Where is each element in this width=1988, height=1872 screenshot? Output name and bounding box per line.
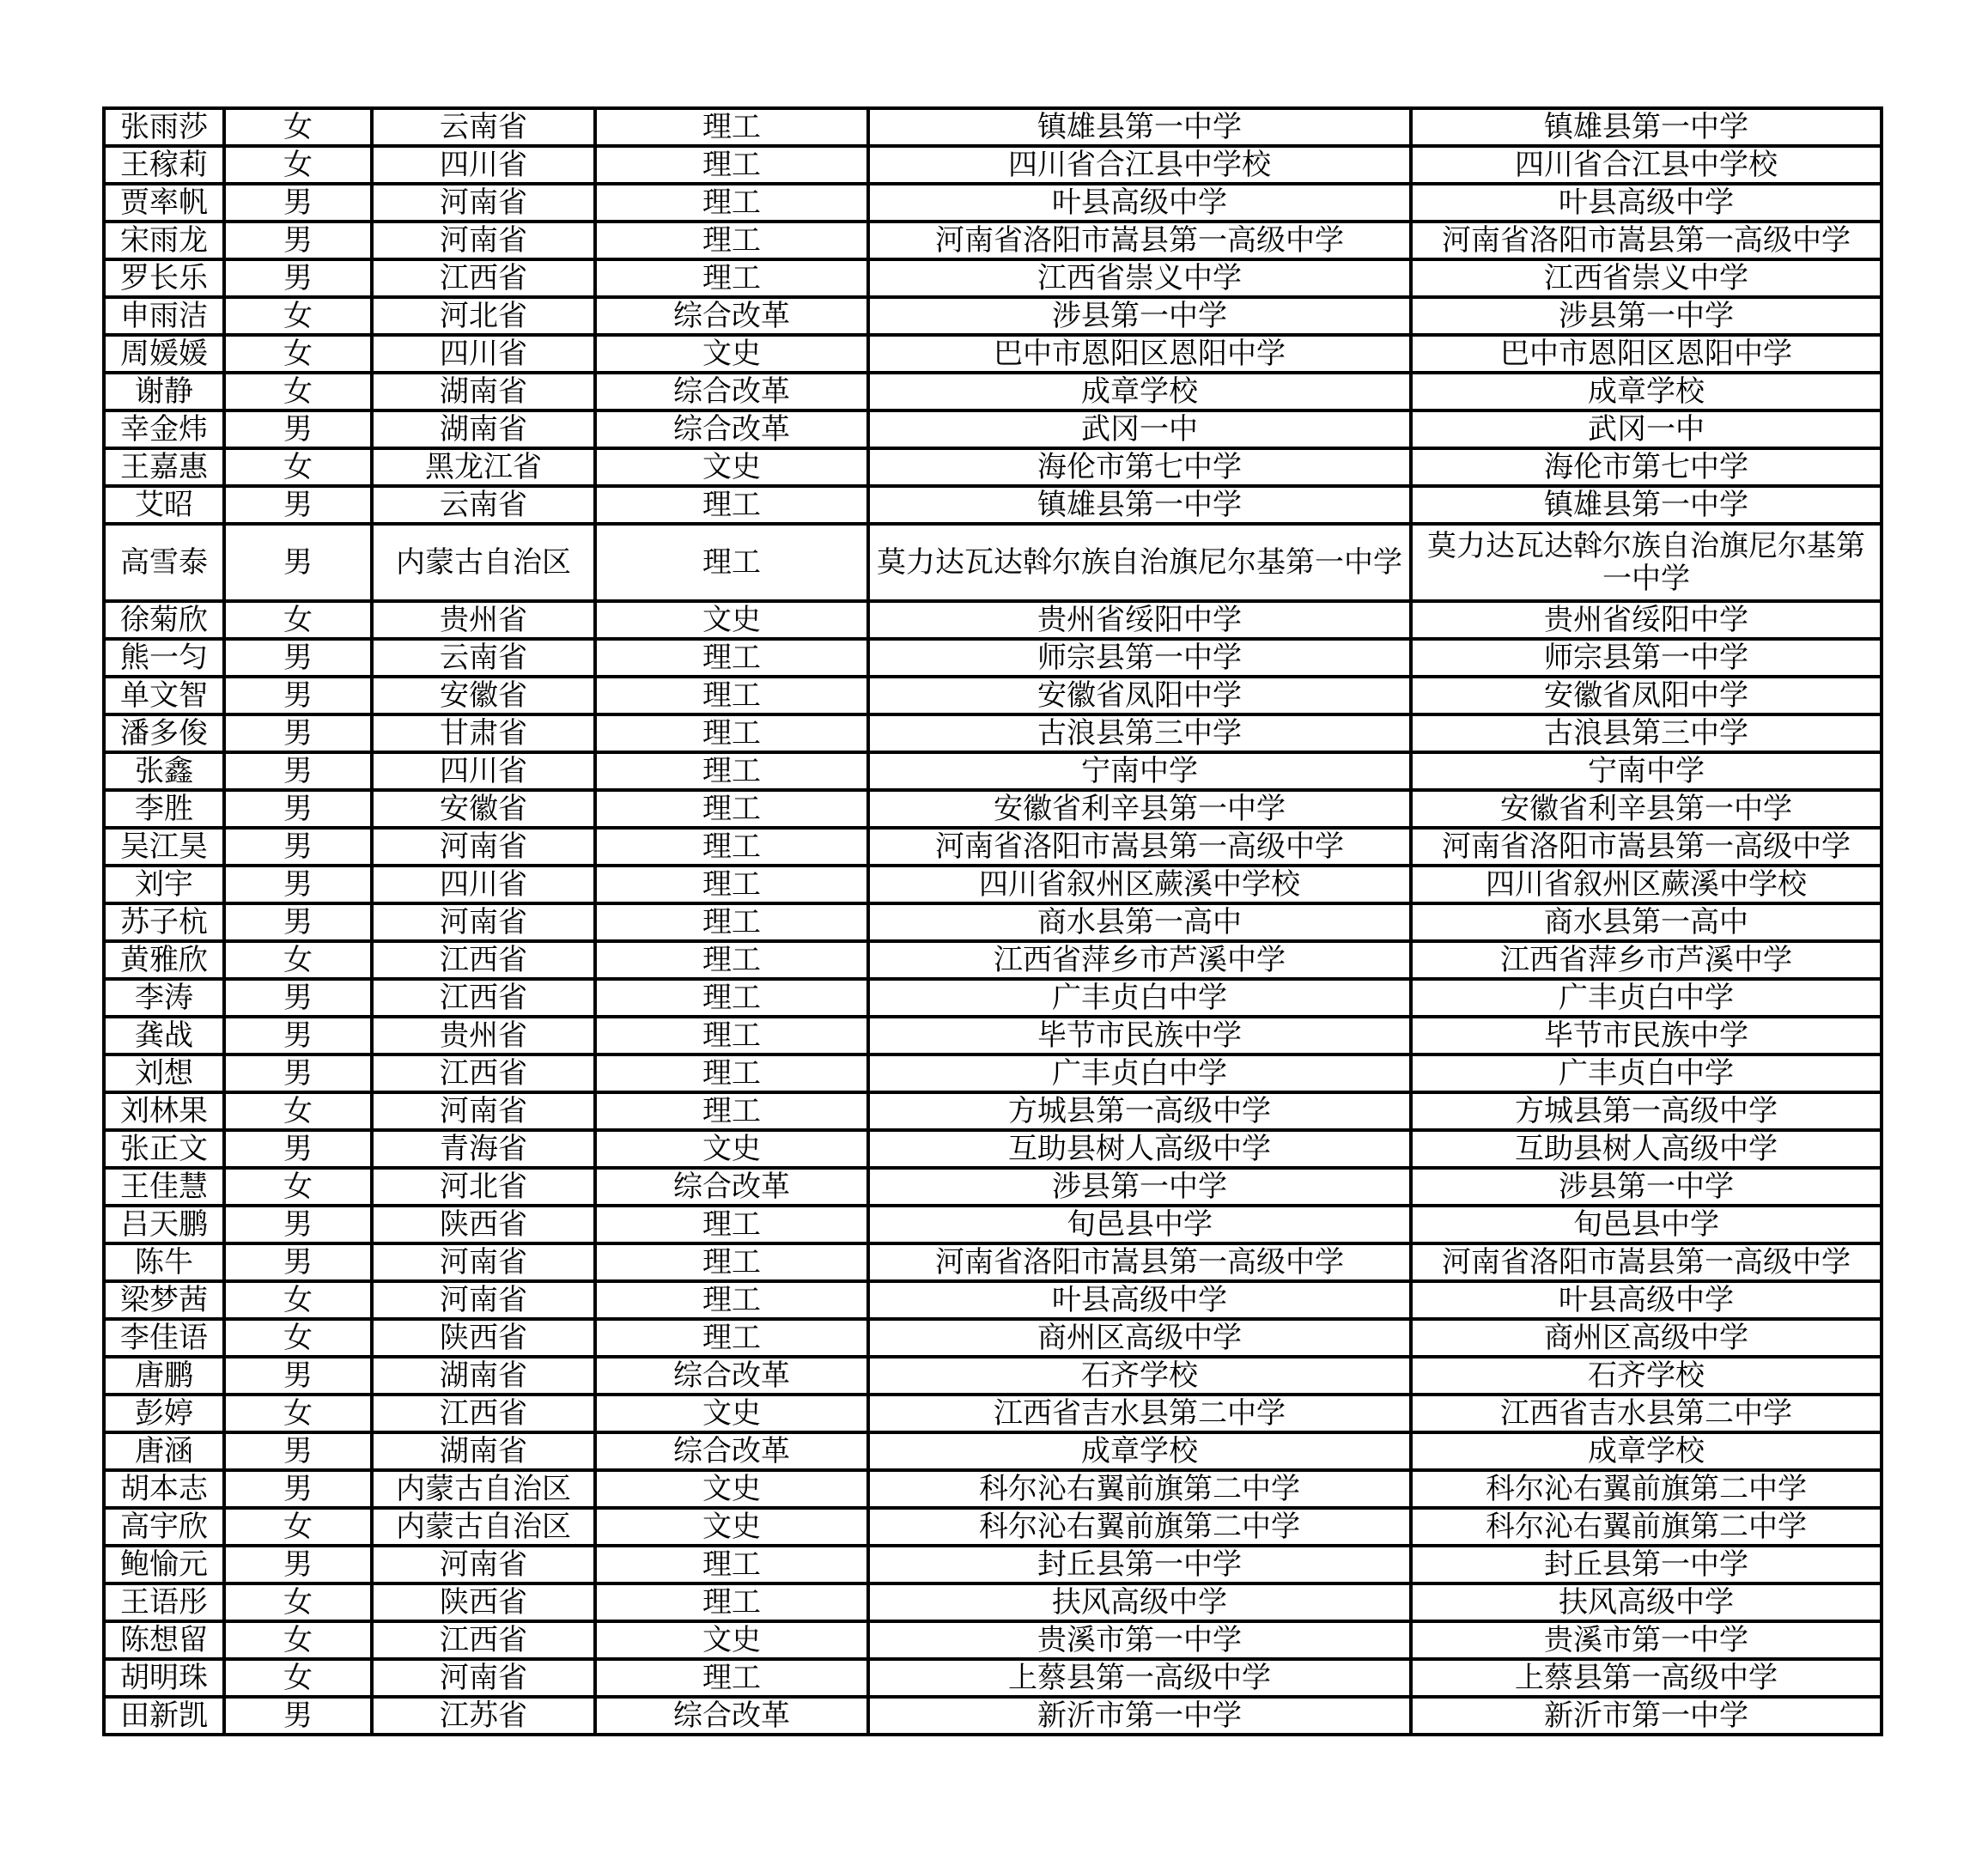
province-cell: 河南省 bbox=[372, 1092, 595, 1130]
roster-sheet bbox=[102, 106, 1883, 1736]
table-row bbox=[104, 1055, 1882, 1092]
table-row bbox=[104, 1621, 1882, 1659]
province-cell: 江西省 bbox=[372, 941, 595, 979]
student-name-cell: 王嘉惠 bbox=[104, 448, 224, 486]
gender-cell: 女 bbox=[224, 601, 372, 639]
track-cell: 理工 bbox=[595, 677, 868, 714]
gender-cell: 女 bbox=[224, 1508, 372, 1546]
table-row bbox=[104, 1395, 1882, 1432]
student-name-cell: 高雪泰 bbox=[104, 524, 224, 601]
province-cell: 甘肃省 bbox=[372, 714, 595, 752]
graduating-school-cell: 科尔沁右翼前旗第二中学 bbox=[1411, 1470, 1882, 1508]
table-row bbox=[104, 1017, 1882, 1055]
gender-cell: 男 bbox=[224, 1243, 372, 1281]
graduating-school-cell: 互助县树人高级中学 bbox=[1411, 1130, 1882, 1168]
student-name-cell: 唐鹏 bbox=[104, 1357, 224, 1395]
school-cell: 叶县高级中学 bbox=[868, 1281, 1411, 1319]
province-cell: 陕西省 bbox=[372, 1583, 595, 1621]
graduating-school-cell: 河南省洛阳市嵩县第一高级中学 bbox=[1411, 222, 1882, 259]
gender-cell: 男 bbox=[224, 979, 372, 1017]
table-row bbox=[104, 1206, 1882, 1243]
gender-cell: 男 bbox=[224, 1432, 372, 1470]
table-row bbox=[104, 297, 1882, 335]
school-cell: 莫力达瓦达斡尔族自治旗尼尔基第一中学 bbox=[868, 524, 1411, 601]
table-row bbox=[104, 259, 1882, 297]
gender-cell: 女 bbox=[224, 448, 372, 486]
student-name-cell: 胡明珠 bbox=[104, 1659, 224, 1697]
graduating-school-cell: 镇雄县第一中学 bbox=[1411, 108, 1882, 146]
province-cell: 内蒙古自治区 bbox=[372, 524, 595, 601]
school-cell: 古浪县第三中学 bbox=[868, 714, 1411, 752]
school-cell: 上蔡县第一高级中学 bbox=[868, 1659, 1411, 1697]
table-row bbox=[104, 524, 1882, 601]
province-cell: 陕西省 bbox=[372, 1206, 595, 1243]
table-row bbox=[104, 714, 1882, 752]
table-row bbox=[104, 941, 1882, 979]
student-name-cell: 熊一匀 bbox=[104, 639, 224, 677]
student-name-cell: 徐菊欣 bbox=[104, 601, 224, 639]
graduating-school-cell: 莫力达瓦达斡尔族自治旗尼尔基第一中学 bbox=[1411, 524, 1882, 601]
gender-cell: 男 bbox=[224, 1546, 372, 1583]
school-cell: 镇雄县第一中学 bbox=[868, 486, 1411, 524]
table-row bbox=[104, 1432, 1882, 1470]
province-cell: 贵州省 bbox=[372, 1017, 595, 1055]
table-row bbox=[104, 335, 1882, 373]
table-row bbox=[104, 373, 1882, 410]
track-cell: 理工 bbox=[595, 752, 868, 790]
gender-cell: 男 bbox=[224, 752, 372, 790]
track-cell: 理工 bbox=[595, 1659, 868, 1697]
province-cell: 河南省 bbox=[372, 903, 595, 941]
gender-cell: 女 bbox=[224, 108, 372, 146]
table-row bbox=[104, 1243, 1882, 1281]
school-cell: 江西省崇义中学 bbox=[868, 259, 1411, 297]
table-row bbox=[104, 1357, 1882, 1395]
school-cell: 旬邑县中学 bbox=[868, 1206, 1411, 1243]
student-name-cell: 王稼莉 bbox=[104, 146, 224, 184]
gender-cell: 男 bbox=[224, 714, 372, 752]
province-cell: 安徽省 bbox=[372, 677, 595, 714]
graduating-school-cell: 科尔沁右翼前旗第二中学 bbox=[1411, 1508, 1882, 1546]
student-name-cell: 刘林果 bbox=[104, 1092, 224, 1130]
student-name-cell: 彭婷 bbox=[104, 1395, 224, 1432]
province-cell: 河南省 bbox=[372, 222, 595, 259]
student-name-cell: 王佳慧 bbox=[104, 1168, 224, 1206]
track-cell: 文史 bbox=[595, 1508, 868, 1546]
table-row bbox=[104, 601, 1882, 639]
gender-cell: 女 bbox=[224, 1319, 372, 1357]
table-row bbox=[104, 1168, 1882, 1206]
track-cell: 理工 bbox=[595, 524, 868, 601]
school-cell: 毕节市民族中学 bbox=[868, 1017, 1411, 1055]
gender-cell: 女 bbox=[224, 1659, 372, 1697]
province-cell: 河北省 bbox=[372, 1168, 595, 1206]
student-name-cell: 田新凯 bbox=[104, 1697, 224, 1735]
graduating-school-cell: 旬邑县中学 bbox=[1411, 1206, 1882, 1243]
table-row bbox=[104, 1092, 1882, 1130]
province-cell: 湖南省 bbox=[372, 373, 595, 410]
student-name-cell: 高宇欣 bbox=[104, 1508, 224, 1546]
gender-cell: 女 bbox=[224, 1583, 372, 1621]
student-name-cell: 张鑫 bbox=[104, 752, 224, 790]
table-row bbox=[104, 677, 1882, 714]
track-cell: 理工 bbox=[595, 979, 868, 1017]
student-name-cell: 李佳语 bbox=[104, 1319, 224, 1357]
student-name-cell: 单文智 bbox=[104, 677, 224, 714]
graduating-school-cell: 河南省洛阳市嵩县第一高级中学 bbox=[1411, 1243, 1882, 1281]
school-cell: 安徽省利辛县第一中学 bbox=[868, 790, 1411, 828]
province-cell: 安徽省 bbox=[372, 790, 595, 828]
graduating-school-cell: 师宗县第一中学 bbox=[1411, 639, 1882, 677]
school-cell: 叶县高级中学 bbox=[868, 184, 1411, 222]
track-cell: 理工 bbox=[595, 108, 868, 146]
school-cell: 四川省合江县中学校 bbox=[868, 146, 1411, 184]
graduating-school-cell: 叶县高级中学 bbox=[1411, 1281, 1882, 1319]
track-cell: 理工 bbox=[595, 790, 868, 828]
province-cell: 四川省 bbox=[372, 146, 595, 184]
table-row bbox=[104, 639, 1882, 677]
school-cell: 师宗县第一中学 bbox=[868, 639, 1411, 677]
school-cell: 河南省洛阳市嵩县第一高级中学 bbox=[868, 828, 1411, 866]
student-name-cell: 刘宇 bbox=[104, 866, 224, 903]
school-cell: 镇雄县第一中学 bbox=[868, 108, 1411, 146]
school-cell: 河南省洛阳市嵩县第一高级中学 bbox=[868, 1243, 1411, 1281]
table-row bbox=[104, 1319, 1882, 1357]
school-cell: 江西省吉水县第二中学 bbox=[868, 1395, 1411, 1432]
graduating-school-cell: 江西省崇义中学 bbox=[1411, 259, 1882, 297]
graduating-school-cell: 商水县第一高中 bbox=[1411, 903, 1882, 941]
table-row bbox=[104, 1508, 1882, 1546]
track-cell: 理工 bbox=[595, 184, 868, 222]
table-row bbox=[104, 222, 1882, 259]
track-cell: 理工 bbox=[595, 639, 868, 677]
gender-cell: 男 bbox=[224, 1697, 372, 1735]
graduating-school-cell: 涉县第一中学 bbox=[1411, 297, 1882, 335]
school-cell: 巴中市恩阳区恩阳中学 bbox=[868, 335, 1411, 373]
table-row bbox=[104, 979, 1882, 1017]
graduating-school-cell: 新沂市第一中学 bbox=[1411, 1697, 1882, 1735]
province-cell: 河南省 bbox=[372, 1243, 595, 1281]
gender-cell: 男 bbox=[224, 1017, 372, 1055]
school-cell: 涉县第一中学 bbox=[868, 297, 1411, 335]
track-cell: 理工 bbox=[595, 1546, 868, 1583]
student-roster-table bbox=[102, 106, 1883, 1736]
school-cell: 封丘县第一中学 bbox=[868, 1546, 1411, 1583]
province-cell: 河北省 bbox=[372, 297, 595, 335]
province-cell: 内蒙古自治区 bbox=[372, 1508, 595, 1546]
province-cell: 河南省 bbox=[372, 828, 595, 866]
student-name-cell: 张雨莎 bbox=[104, 108, 224, 146]
student-name-cell: 周媛媛 bbox=[104, 335, 224, 373]
school-cell: 成章学校 bbox=[868, 373, 1411, 410]
student-name-cell: 贾率帆 bbox=[104, 184, 224, 222]
graduating-school-cell: 广丰贞白中学 bbox=[1411, 979, 1882, 1017]
graduating-school-cell: 叶县高级中学 bbox=[1411, 184, 1882, 222]
graduating-school-cell: 方城县第一高级中学 bbox=[1411, 1092, 1882, 1130]
province-cell: 河南省 bbox=[372, 1281, 595, 1319]
gender-cell: 男 bbox=[224, 1055, 372, 1092]
province-cell: 江西省 bbox=[372, 979, 595, 1017]
graduating-school-cell: 四川省叙州区蕨溪中学校 bbox=[1411, 866, 1882, 903]
track-cell: 综合改革 bbox=[595, 1697, 868, 1735]
table-row bbox=[104, 448, 1882, 486]
province-cell: 江西省 bbox=[372, 1395, 595, 1432]
track-cell: 文史 bbox=[595, 1621, 868, 1659]
graduating-school-cell: 安徽省利辛县第一中学 bbox=[1411, 790, 1882, 828]
track-cell: 综合改革 bbox=[595, 1357, 868, 1395]
province-cell: 江苏省 bbox=[372, 1697, 595, 1735]
table-row bbox=[104, 146, 1882, 184]
track-cell: 文史 bbox=[595, 1470, 868, 1508]
gender-cell: 女 bbox=[224, 1281, 372, 1319]
student-name-cell: 苏子杭 bbox=[104, 903, 224, 941]
gender-cell: 女 bbox=[224, 297, 372, 335]
table-row bbox=[104, 752, 1882, 790]
province-cell: 湖南省 bbox=[372, 1432, 595, 1470]
table-row bbox=[104, 866, 1882, 903]
province-cell: 河南省 bbox=[372, 1546, 595, 1583]
school-cell: 广丰贞白中学 bbox=[868, 1055, 1411, 1092]
student-name-cell: 黄雅欣 bbox=[104, 941, 224, 979]
graduating-school-cell: 镇雄县第一中学 bbox=[1411, 486, 1882, 524]
track-cell: 理工 bbox=[595, 146, 868, 184]
province-cell: 青海省 bbox=[372, 1130, 595, 1168]
student-name-cell: 潘多俊 bbox=[104, 714, 224, 752]
gender-cell: 女 bbox=[224, 941, 372, 979]
table-row bbox=[104, 108, 1882, 146]
student-name-cell: 陈想留 bbox=[104, 1621, 224, 1659]
gender-cell: 女 bbox=[224, 373, 372, 410]
school-cell: 商水县第一高中 bbox=[868, 903, 1411, 941]
student-name-cell: 龚战 bbox=[104, 1017, 224, 1055]
graduating-school-cell: 商州区高级中学 bbox=[1411, 1319, 1882, 1357]
track-cell: 理工 bbox=[595, 486, 868, 524]
gender-cell: 女 bbox=[224, 335, 372, 373]
province-cell: 四川省 bbox=[372, 335, 595, 373]
student-name-cell: 吴江昊 bbox=[104, 828, 224, 866]
track-cell: 理工 bbox=[595, 1206, 868, 1243]
track-cell: 理工 bbox=[595, 1017, 868, 1055]
table-row bbox=[104, 1546, 1882, 1583]
track-cell: 理工 bbox=[595, 941, 868, 979]
student-name-cell: 刘想 bbox=[104, 1055, 224, 1092]
table-row bbox=[104, 1583, 1882, 1621]
student-name-cell: 胡本志 bbox=[104, 1470, 224, 1508]
gender-cell: 男 bbox=[224, 866, 372, 903]
gender-cell: 男 bbox=[224, 903, 372, 941]
track-cell: 综合改革 bbox=[595, 297, 868, 335]
table-row bbox=[104, 790, 1882, 828]
gender-cell: 女 bbox=[224, 1092, 372, 1130]
table-row bbox=[104, 1659, 1882, 1697]
student-name-cell: 申雨洁 bbox=[104, 297, 224, 335]
school-cell: 海伦市第七中学 bbox=[868, 448, 1411, 486]
student-name-cell: 陈牛 bbox=[104, 1243, 224, 1281]
gender-cell: 男 bbox=[224, 790, 372, 828]
gender-cell: 男 bbox=[224, 1357, 372, 1395]
student-name-cell: 幸金炜 bbox=[104, 410, 224, 448]
graduating-school-cell: 江西省吉水县第二中学 bbox=[1411, 1395, 1882, 1432]
track-cell: 理工 bbox=[595, 1583, 868, 1621]
track-cell: 综合改革 bbox=[595, 1432, 868, 1470]
graduating-school-cell: 扶风高级中学 bbox=[1411, 1583, 1882, 1621]
gender-cell: 女 bbox=[224, 1621, 372, 1659]
track-cell: 理工 bbox=[595, 903, 868, 941]
province-cell: 贵州省 bbox=[372, 601, 595, 639]
track-cell: 综合改革 bbox=[595, 410, 868, 448]
table-row bbox=[104, 903, 1882, 941]
gender-cell: 男 bbox=[224, 259, 372, 297]
graduating-school-cell: 上蔡县第一高级中学 bbox=[1411, 1659, 1882, 1697]
track-cell: 理工 bbox=[595, 714, 868, 752]
province-cell: 云南省 bbox=[372, 486, 595, 524]
student-name-cell: 张正文 bbox=[104, 1130, 224, 1168]
school-cell: 科尔沁右翼前旗第二中学 bbox=[868, 1470, 1411, 1508]
gender-cell: 男 bbox=[224, 486, 372, 524]
school-cell: 武冈一中 bbox=[868, 410, 1411, 448]
province-cell: 四川省 bbox=[372, 866, 595, 903]
table-row bbox=[104, 410, 1882, 448]
student-name-cell: 王语彤 bbox=[104, 1583, 224, 1621]
province-cell: 江西省 bbox=[372, 1621, 595, 1659]
gender-cell: 男 bbox=[224, 524, 372, 601]
graduating-school-cell: 江西省萍乡市芦溪中学 bbox=[1411, 941, 1882, 979]
gender-cell: 女 bbox=[224, 1168, 372, 1206]
school-cell: 涉县第一中学 bbox=[868, 1168, 1411, 1206]
table-row bbox=[104, 184, 1882, 222]
track-cell: 文史 bbox=[595, 335, 868, 373]
gender-cell: 男 bbox=[224, 184, 372, 222]
school-cell: 方城县第一高级中学 bbox=[868, 1092, 1411, 1130]
gender-cell: 男 bbox=[224, 677, 372, 714]
gender-cell: 男 bbox=[224, 639, 372, 677]
province-cell: 江西省 bbox=[372, 1055, 595, 1092]
province-cell: 河南省 bbox=[372, 1659, 595, 1697]
track-cell: 综合改革 bbox=[595, 1168, 868, 1206]
student-name-cell: 罗长乐 bbox=[104, 259, 224, 297]
province-cell: 河南省 bbox=[372, 184, 595, 222]
track-cell: 理工 bbox=[595, 866, 868, 903]
table-row bbox=[104, 1697, 1882, 1735]
gender-cell: 男 bbox=[224, 1470, 372, 1508]
track-cell: 理工 bbox=[595, 1281, 868, 1319]
graduating-school-cell: 巴中市恩阳区恩阳中学 bbox=[1411, 335, 1882, 373]
graduating-school-cell: 宁南中学 bbox=[1411, 752, 1882, 790]
graduating-school-cell: 贵州省绥阳中学 bbox=[1411, 601, 1882, 639]
roster-body bbox=[104, 108, 1882, 1735]
track-cell: 理工 bbox=[595, 1243, 868, 1281]
table-row bbox=[104, 1281, 1882, 1319]
graduating-school-cell: 贵溪市第一中学 bbox=[1411, 1621, 1882, 1659]
school-cell: 科尔沁右翼前旗第二中学 bbox=[868, 1508, 1411, 1546]
student-name-cell: 李胜 bbox=[104, 790, 224, 828]
track-cell: 文史 bbox=[595, 601, 868, 639]
track-cell: 理工 bbox=[595, 1055, 868, 1092]
graduating-school-cell: 古浪县第三中学 bbox=[1411, 714, 1882, 752]
table-row bbox=[104, 1470, 1882, 1508]
student-name-cell: 梁梦茜 bbox=[104, 1281, 224, 1319]
school-cell: 广丰贞白中学 bbox=[868, 979, 1411, 1017]
track-cell: 理工 bbox=[595, 222, 868, 259]
school-cell: 河南省洛阳市嵩县第一高级中学 bbox=[868, 222, 1411, 259]
track-cell: 理工 bbox=[595, 1092, 868, 1130]
track-cell: 文史 bbox=[595, 448, 868, 486]
track-cell: 理工 bbox=[595, 259, 868, 297]
province-cell: 内蒙古自治区 bbox=[372, 1470, 595, 1508]
school-cell: 石齐学校 bbox=[868, 1357, 1411, 1395]
graduating-school-cell: 安徽省凤阳中学 bbox=[1411, 677, 1882, 714]
school-cell: 商州区高级中学 bbox=[868, 1319, 1411, 1357]
table-row bbox=[104, 828, 1882, 866]
student-name-cell: 李涛 bbox=[104, 979, 224, 1017]
school-cell: 四川省叙州区蕨溪中学校 bbox=[868, 866, 1411, 903]
track-cell: 综合改革 bbox=[595, 373, 868, 410]
school-cell: 成章学校 bbox=[868, 1432, 1411, 1470]
gender-cell: 男 bbox=[224, 828, 372, 866]
graduating-school-cell: 武冈一中 bbox=[1411, 410, 1882, 448]
gender-cell: 男 bbox=[224, 410, 372, 448]
school-cell: 扶风高级中学 bbox=[868, 1583, 1411, 1621]
graduating-school-cell: 四川省合江县中学校 bbox=[1411, 146, 1882, 184]
gender-cell: 男 bbox=[224, 222, 372, 259]
school-cell: 贵溪市第一中学 bbox=[868, 1621, 1411, 1659]
graduating-school-cell: 成章学校 bbox=[1411, 373, 1882, 410]
province-cell: 云南省 bbox=[372, 108, 595, 146]
gender-cell: 男 bbox=[224, 1206, 372, 1243]
gender-cell: 女 bbox=[224, 1395, 372, 1432]
graduating-school-cell: 成章学校 bbox=[1411, 1432, 1882, 1470]
graduating-school-cell: 涉县第一中学 bbox=[1411, 1168, 1882, 1206]
graduating-school-cell: 河南省洛阳市嵩县第一高级中学 bbox=[1411, 828, 1882, 866]
province-cell: 陕西省 bbox=[372, 1319, 595, 1357]
graduating-school-cell: 广丰贞白中学 bbox=[1411, 1055, 1882, 1092]
table-row bbox=[104, 1130, 1882, 1168]
graduating-school-cell: 毕节市民族中学 bbox=[1411, 1017, 1882, 1055]
track-cell: 文史 bbox=[595, 1130, 868, 1168]
school-cell: 贵州省绥阳中学 bbox=[868, 601, 1411, 639]
province-cell: 江西省 bbox=[372, 259, 595, 297]
school-cell: 江西省萍乡市芦溪中学 bbox=[868, 941, 1411, 979]
school-cell: 新沂市第一中学 bbox=[868, 1697, 1411, 1735]
graduating-school-cell: 海伦市第七中学 bbox=[1411, 448, 1882, 486]
gender-cell: 女 bbox=[224, 146, 372, 184]
student-name-cell: 谢静 bbox=[104, 373, 224, 410]
table-row bbox=[104, 486, 1882, 524]
province-cell: 云南省 bbox=[372, 639, 595, 677]
graduating-school-cell: 石齐学校 bbox=[1411, 1357, 1882, 1395]
school-cell: 宁南中学 bbox=[868, 752, 1411, 790]
province-cell: 湖南省 bbox=[372, 410, 595, 448]
province-cell: 湖南省 bbox=[372, 1357, 595, 1395]
student-name-cell: 宋雨龙 bbox=[104, 222, 224, 259]
province-cell: 四川省 bbox=[372, 752, 595, 790]
graduating-school-cell: 封丘县第一中学 bbox=[1411, 1546, 1882, 1583]
student-name-cell: 唐涵 bbox=[104, 1432, 224, 1470]
school-cell: 互助县树人高级中学 bbox=[868, 1130, 1411, 1168]
track-cell: 理工 bbox=[595, 1319, 868, 1357]
gender-cell: 男 bbox=[224, 1130, 372, 1168]
school-cell: 安徽省凤阳中学 bbox=[868, 677, 1411, 714]
student-name-cell: 鲍愉元 bbox=[104, 1546, 224, 1583]
student-name-cell: 艾昭 bbox=[104, 486, 224, 524]
track-cell: 文史 bbox=[595, 1395, 868, 1432]
track-cell: 理工 bbox=[595, 828, 868, 866]
student-name-cell: 吕天鹏 bbox=[104, 1206, 224, 1243]
province-cell: 黑龙江省 bbox=[372, 448, 595, 486]
